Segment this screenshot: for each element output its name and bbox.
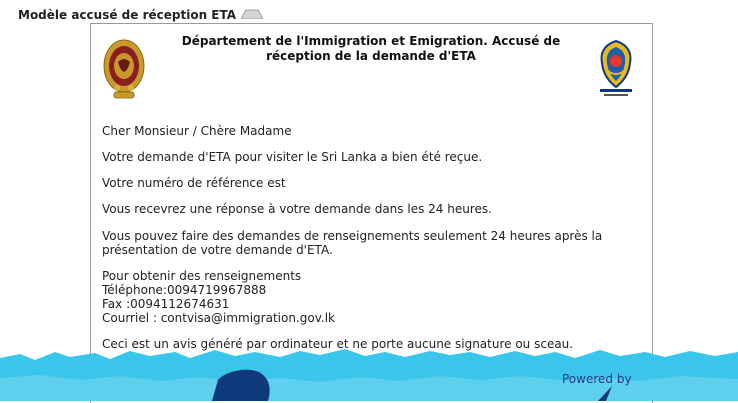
notice-text: Ceci est un avis généré par ordinateur et ne porte aucune signature ou sceau. <box>102 337 574 351</box>
immigration-emblem-icon <box>594 37 638 101</box>
section-title-text: Modèle accusé de réception ETA <box>18 8 237 22</box>
response-text: Vous recevrez une réponse à votre demande dans les 24 heures. <box>102 202 492 216</box>
received-text: Votre demande d'ETA pour visiter le Sri Lanka a bien été reçue. <box>102 150 483 164</box>
contact-heading: Pour obtenir des renseignements <box>102 269 302 283</box>
salutation-text: Cher Monsieur / Chère Madame <box>102 124 292 138</box>
contact-email: Courriel : contvisa@immigration.gov.lk <box>102 311 335 325</box>
reference-text: Votre numéro de référence est <box>102 176 286 190</box>
sri-lanka-emblem-icon <box>102 36 146 102</box>
contact-phone: Téléphone:0094719967888 <box>102 283 267 297</box>
receipt-header-title: Département de l'Immigration et Emigration. Accusé de réception de la demande d'ETA <box>181 34 561 63</box>
contact-fax: Fax :0094112674631 <box>102 297 230 311</box>
powered-by-text: Powered by <box>562 372 632 386</box>
inquiries-text: Vous pouvez faire des demandes de renseignements seulement 24 heures après la présentation de votre demande d'ETA. <box>102 229 603 257</box>
section-title <box>18 8 265 22</box>
footer-wave-banner <box>0 330 738 401</box>
collapse-tab-icon[interactable] <box>239 9 265 19</box>
